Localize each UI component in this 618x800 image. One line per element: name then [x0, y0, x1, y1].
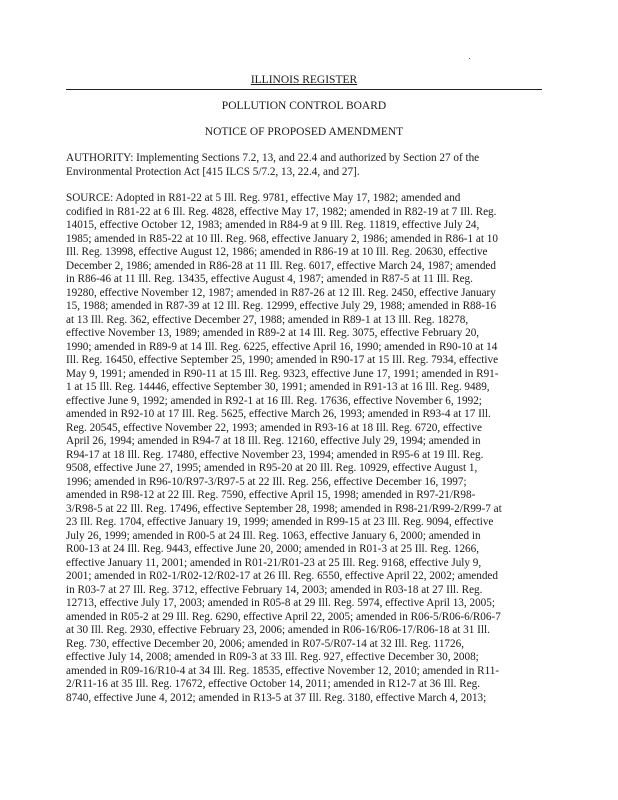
- source-line: at 13 Ill. Reg. 362, effective December 27, 1988; amended in R89-1 at 13 Ill. Reg. 18278,: [66, 313, 469, 326]
- source-line: amended in R98-12 at 22 Ill. Reg. 7590, effective April 15, 1998; amended in R97-21/R98-: [66, 489, 476, 501]
- source-line: Ill. Reg. 13998, effective August 12, 1986; amended in R86-19 at 10 Ill. Reg. 20630, effective: [66, 246, 488, 258]
- authority-paragraph: [66, 152, 542, 179]
- source-line: July 26, 1999; amended in R00-5 at 24 Ill. Reg. 1063, effective January 6, 2000; amended in: [66, 529, 481, 542]
- authority-line: AUTHORITY: Implementing Sections 7.2, 13, and 22.4 and authorized by Section 27 of the: [66, 152, 480, 164]
- source-line: April 26, 1994; amended in R94-7 at 18 Ill. Reg. 12160, effective July 29, 1994; amended in: [66, 435, 481, 447]
- source-paragraph: [66, 192, 542, 705]
- source-line: 14015, effective October 12, 1983; amended in R84-9 at 9 Ill. Reg. 11819, effective July 24,: [66, 219, 480, 231]
- source-line: effective November 13, 1989; amended in R89-2 at 14 Ill. Reg. 3075, effective February 20,: [66, 327, 480, 339]
- source-line: 12713, effective July 17, 2003; amended in R05-8 at 29 Ill. Reg. 5974, effective April 13, 2005;: [66, 597, 495, 609]
- source-line: 1990; amended in R89-9 at 14 Ill. Reg. 6225, effective April 16, 1990; amended in R90-10 at 14: [66, 340, 498, 353]
- source-line: amended in R92-10 at 17 Ill. Reg. 5625, effective March 26, 1993; amended in R93-4 at 17 Ill.: [66, 408, 491, 420]
- source-line: 2/R11-16 at 35 Ill. Reg. 17672, effective October 14, 2011; amended in R12-7 at 36 Ill. Reg.: [66, 678, 481, 690]
- notice-title: NOTICE OF PROPOSED AMENDMENT: [204, 126, 404, 138]
- scan-speck: [469, 58, 470, 59]
- source-line: R94-17 at 18 Ill. Reg. 17480, effective November 23, 1994; amended in R95-6 at 19 Ill. Reg.: [66, 448, 484, 461]
- source-line: 1985; amended in R85-22 at 10 Ill. Reg. 968, effective January 2, 1986; amended in R86-1 at 10: [66, 232, 498, 245]
- source-line: in R86-46 at 11 Ill. Reg. 13435, effective August 4, 1987; amended in R87-5 at 11 Ill. Reg.: [66, 273, 473, 285]
- source-line: 15, 1988; amended in R87-39 at 12 Ill. Reg. 12999, effective July 29, 1988; amended in R88-16: [66, 300, 497, 312]
- source-line: in R03-7 at 27 Ill. Reg. 3712, effective February 14, 2003; amended in R03-18 at 27 Ill. Reg.: [66, 583, 483, 596]
- source-line: 9508, effective June 27, 1995; amended in R95-20 at 20 Ill. Reg. 10929, effective August 1,: [66, 462, 478, 474]
- source-line: SOURCE: Adopted in R81-22 at 5 Ill. Reg. 9781, effective May 17, 1982; amended and: [66, 192, 461, 204]
- source-line: Ill. Reg. 16450, effective September 25, 1990; amended in R90-17 at 15 Ill. Reg. 7934, effective: [66, 354, 499, 366]
- source-line: effective January 11, 2001; amended in R01-21/R01-23 at 25 Ill. Reg. 9168, effective July 9,: [66, 556, 482, 569]
- source-line: at 30 Ill. Reg. 2930, effective February 23, 2006; amended in R06-16/R06-17/R06-18 at 31 Ill.: [66, 624, 490, 636]
- source-line: amended in R05-2 at 29 Ill. Reg. 6290, effective April 22, 2005; amended in R06-5/R06-6/R06-7: [66, 610, 501, 623]
- source-line: R00-13 at 24 Ill. Reg. 9443, effective June 20, 2000; amended in R01-3 at 25 Ill. Reg. 1266,: [66, 543, 480, 555]
- board-title: POLLUTION CONTROL BOARD: [221, 100, 387, 112]
- source-line: 19280, effective November 12, 1987; amended in R87-26 at 12 Ill. Reg. 2450, effective January: [66, 286, 496, 299]
- source-line: May 9, 1991; amended in R90-11 at 15 Ill. Reg. 9323, effective June 17, 1991; amended in R91-: [66, 367, 499, 380]
- source-line: 1 at 15 Ill. Reg. 14446, effective September 30, 1991; amended in R91-13 at 16 Ill. Reg. 9489,: [66, 381, 490, 393]
- register-title: ILLINOIS REGISTER: [250, 74, 358, 86]
- source-line: Reg. 20545, effective November 22, 1993; amended in R93-16 at 18 Ill. Reg. 6720, effective: [66, 421, 482, 434]
- source-line: 8740, effective June 4, 2012; amended in R13-5 at 37 Ill. Reg. 3180, effective March 4, 2013;: [66, 691, 487, 704]
- source-line: 23 Ill. Reg. 1704, effective January 19, 1999; amended in R99-15 at 23 Ill. Reg. 9094, effective: [66, 516, 494, 528]
- header-rule: [66, 89, 542, 90]
- source-line: Reg. 730, effective December 20, 2006; amended in R07-5/R07-14 at 32 Ill. Reg. 11726,: [66, 637, 464, 650]
- authority-line: Environmental Protection Act [415 ILCS 5/7.2, 13, 22.4, and 27].: [66, 165, 360, 178]
- source-line: 1996; amended in R96-10/R97-3/R97-5 at 22 Ill. Reg. 256, effective December 16, 1997;: [66, 475, 467, 488]
- source-line: effective June 9, 1992; amended in R92-1 at 16 Ill. Reg. 17636, effective November 6, 1992;: [66, 394, 482, 407]
- source-line: 2001; amended in R02-1/R02-12/R02-17 at 26 Ill. Reg. 6550, effective April 22, 2002; amended: [66, 570, 498, 582]
- source-line: amended in R09-16/R10-4 at 34 Ill. Reg. 18535, effective November 12, 2010; amended in R11-: [66, 664, 500, 677]
- source-line: 3/R98-5 at 22 Ill. Reg. 17496, effective September 28, 1998; amended in R98-21/R99-2/R99-7 at: [66, 502, 502, 515]
- source-line: codified in R81-22 at 6 Ill. Reg. 4828, effective May 17, 1982; amended in R82-19 at 7 Ill. Reg.: [66, 205, 497, 218]
- source-line: December 2, 1986; amended in R86-28 at 11 Ill. Reg. 6017, effective March 24, 1987; amended: [66, 259, 496, 272]
- source-line: effective July 14, 2008; amended in R09-3 at 33 Ill. Reg. 927, effective December 30, 2008;: [66, 651, 479, 663]
